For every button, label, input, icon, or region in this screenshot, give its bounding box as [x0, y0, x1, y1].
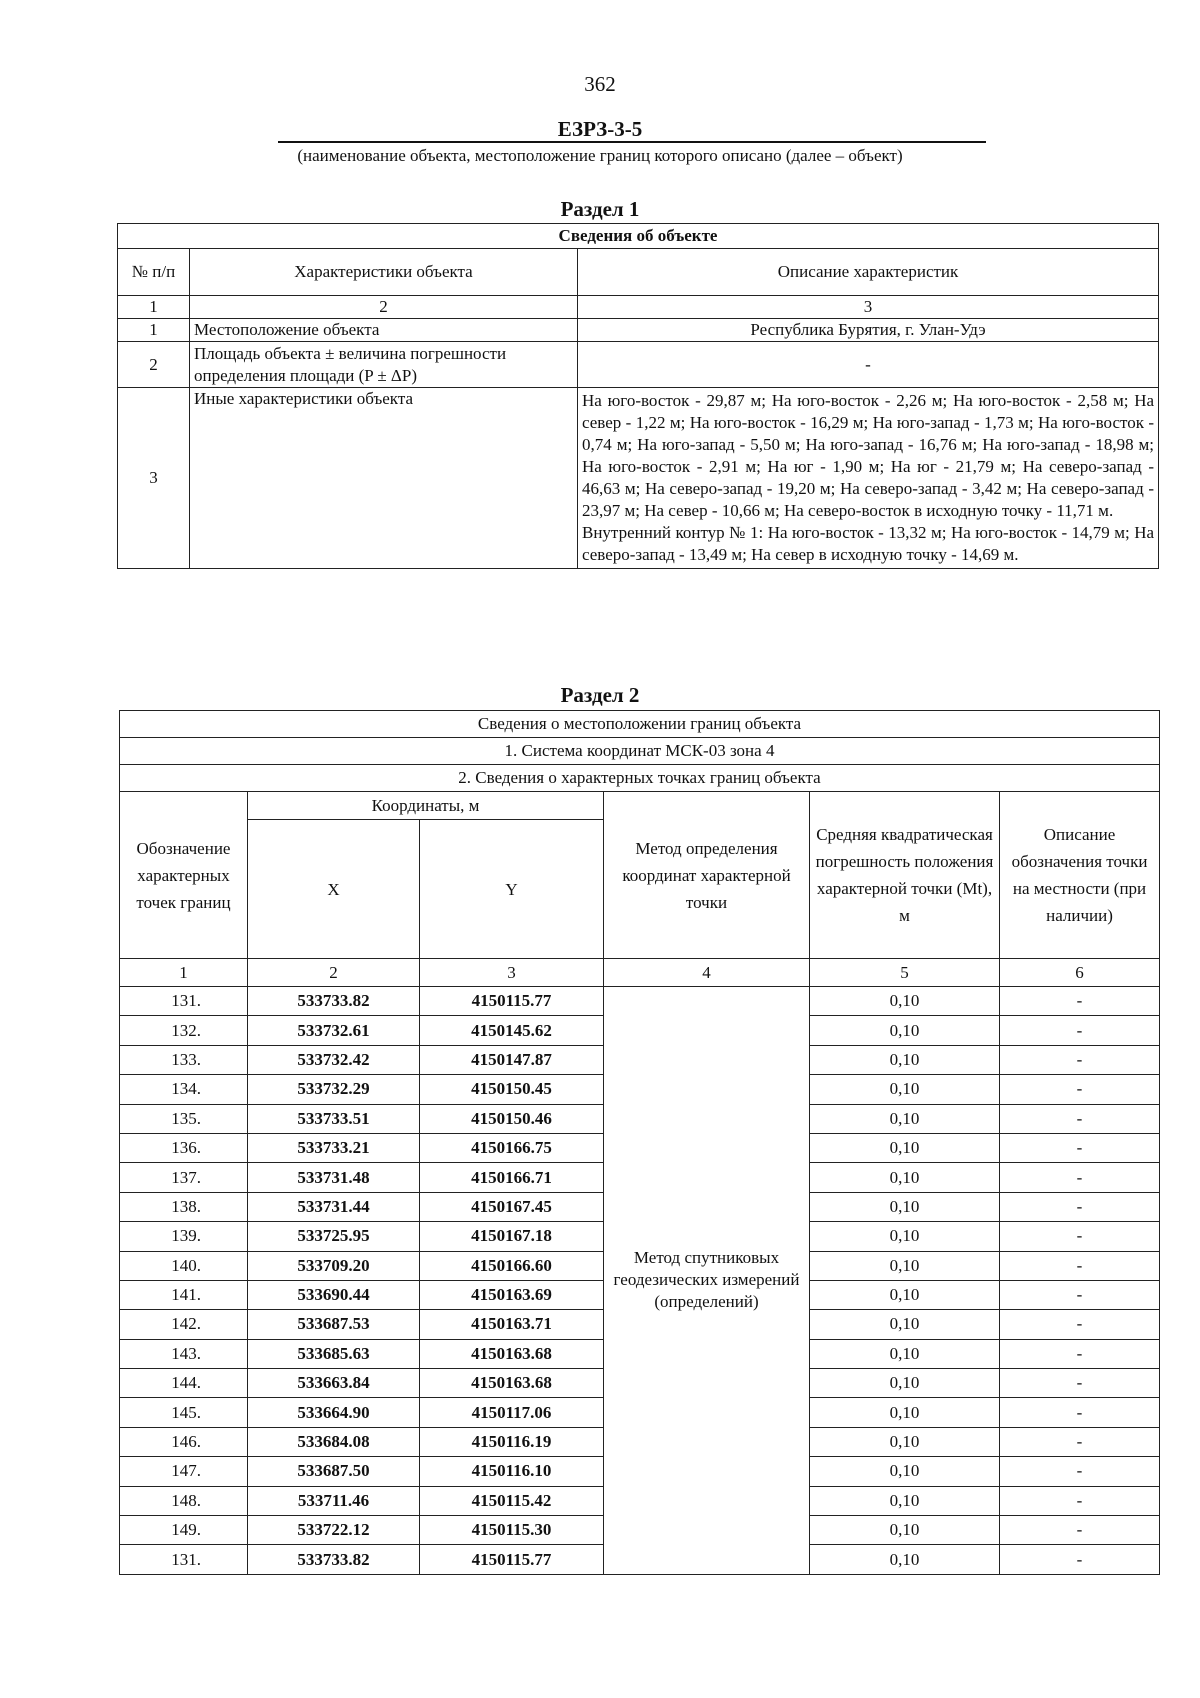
- x-cell: 533732.42: [248, 1045, 420, 1074]
- header-y: Y: [420, 820, 604, 959]
- mt-cell: 0,10: [810, 1310, 1000, 1339]
- y-cell: 4150115.77: [420, 1545, 604, 1574]
- description-cell: -: [1000, 1163, 1160, 1192]
- description-cell: -: [1000, 1545, 1160, 1574]
- location-banner: Сведения о местоположении границ объекта: [120, 711, 1160, 738]
- point-cell: 137.: [120, 1163, 248, 1192]
- outer-contour-description: На юго-восток - 29,87 м; На юго-восток - 2,26 м; На юго-восток - 2,58 м; На север - 1,22 м; На юго-восток - 16,29 м; На юго-запад - 1,73 м; На юго-восток - 0,74 м; На юго-запад - 5,50 м; На юго-запад - 16,76 м; На юго-запад - 18,98 м; На юго-восток - 2,91 м; На юг - 1,90 м; На юг - 21,79 м; На северо-запад - 46,63 м; На северо-запад - 19,20 м; На северо-запад - 3,42 м; На северо-запад - 23,97 м; На север - 10,66 м; На северо-восток в исходную точку - 11,71 м.: [582, 391, 1155, 520]
- section2-title: Раздел 2: [560, 683, 640, 707]
- header-error: Средняя квадратическая погрешность положения характерной точки (Mt), м: [810, 792, 1000, 959]
- index-cell: 2: [248, 959, 420, 987]
- x-cell: 533733.51: [248, 1104, 420, 1133]
- point-cell: 138.: [120, 1192, 248, 1221]
- mt-cell: 0,10: [810, 1016, 1000, 1045]
- description-cell: -: [1000, 1016, 1160, 1045]
- x-cell: 533711.46: [248, 1486, 420, 1515]
- x-cell: 533722.12: [248, 1516, 420, 1545]
- mt-cell: 0,10: [810, 1280, 1000, 1309]
- header-description: Описание характеристик: [578, 249, 1159, 296]
- x-cell: 533725.95: [248, 1222, 420, 1251]
- row-value: [578, 388, 1159, 569]
- mt-cell: 0,10: [810, 1222, 1000, 1251]
- y-cell: 4150116.10: [420, 1457, 604, 1486]
- object-name-caption: (наименование объекта, местоположение границ которого описано (далее – объект): [297, 146, 903, 165]
- y-cell: 4150163.69: [420, 1280, 604, 1309]
- table-row: [118, 388, 1159, 569]
- index-cell: 2: [190, 296, 578, 319]
- x-cell: 533731.48: [248, 1163, 420, 1192]
- point-cell: 133.: [120, 1045, 248, 1074]
- y-cell: 4150166.60: [420, 1251, 604, 1280]
- description-cell: -: [1000, 1369, 1160, 1398]
- mt-cell: 0,10: [810, 1545, 1000, 1574]
- point-cell: 139.: [120, 1222, 248, 1251]
- y-cell: 4150167.18: [420, 1222, 604, 1251]
- row-characteristic: Площадь объекта ± величина погрешности определения площади (P ± ΔP): [190, 342, 578, 388]
- row-characteristic: Местоположение объекта: [190, 319, 578, 342]
- mt-cell: 0,10: [810, 1192, 1000, 1221]
- point-cell: 136.: [120, 1133, 248, 1162]
- y-cell: 4150167.45: [420, 1192, 604, 1221]
- x-cell: 533733.82: [248, 1545, 420, 1574]
- header-coordinates: Координаты, м: [248, 792, 604, 820]
- index-cell: 5: [810, 959, 1000, 987]
- description-cell: -: [1000, 1310, 1160, 1339]
- x-cell: 533733.82: [248, 987, 420, 1016]
- mt-cell: 0,10: [810, 1339, 1000, 1368]
- mt-cell: 0,10: [810, 1075, 1000, 1104]
- object-name: ЕЗРЗ-3-5: [557, 117, 643, 141]
- description-cell: -: [1000, 1222, 1160, 1251]
- page-number: 362: [584, 72, 616, 96]
- mt-cell: 0,10: [810, 1427, 1000, 1456]
- row-num: 2: [118, 342, 190, 388]
- description-cell: -: [1000, 987, 1160, 1016]
- x-cell: 533664.90: [248, 1398, 420, 1427]
- x-cell: 533732.29: [248, 1075, 420, 1104]
- x-cell: 533685.63: [248, 1339, 420, 1368]
- index-cell: 3: [578, 296, 1159, 319]
- x-cell: 533709.20: [248, 1251, 420, 1280]
- index-cell: 1: [118, 296, 190, 319]
- y-cell: 4150117.06: [420, 1398, 604, 1427]
- points-banner: 2. Сведения о характерных точках границ объекта: [120, 765, 1160, 792]
- point-cell: 149.: [120, 1516, 248, 1545]
- x-cell: 533687.50: [248, 1457, 420, 1486]
- point-cell: 131.: [120, 1545, 248, 1574]
- point-cell: 141.: [120, 1280, 248, 1309]
- description-cell: -: [1000, 1075, 1160, 1104]
- index-cell: 3: [420, 959, 604, 987]
- row-value: Республика Бурятия, г. Улан-Удэ: [578, 319, 1159, 342]
- table-row: [118, 342, 1159, 388]
- y-cell: 4150150.45: [420, 1075, 604, 1104]
- description-cell: -: [1000, 1133, 1160, 1162]
- y-cell: 4150150.46: [420, 1104, 604, 1133]
- description-cell: -: [1000, 1516, 1160, 1545]
- y-cell: 4150147.87: [420, 1045, 604, 1074]
- description-cell: -: [1000, 1251, 1160, 1280]
- point-cell: 146.: [120, 1427, 248, 1456]
- x-cell: 533663.84: [248, 1369, 420, 1398]
- y-cell: 4150116.19: [420, 1427, 604, 1456]
- header-characteristic: Характеристики объекта: [190, 249, 578, 296]
- inner-contour-description: [582, 522, 1154, 566]
- header-x: X: [248, 820, 420, 959]
- y-cell: 4150163.68: [420, 1339, 604, 1368]
- description-cell: -: [1000, 1398, 1160, 1427]
- description-cell: -: [1000, 1486, 1160, 1515]
- point-cell: 145.: [120, 1398, 248, 1427]
- index-cell: 4: [604, 959, 810, 987]
- table-row: [120, 987, 1160, 1016]
- row-num: 3: [118, 388, 190, 569]
- description-cell: -: [1000, 1457, 1160, 1486]
- object-info-caption: Сведения об объекте: [118, 224, 1159, 249]
- y-cell: 4150166.71: [420, 1163, 604, 1192]
- boundary-points-table: [119, 710, 1160, 1575]
- inner-contour-label: Внутренний контур № 1: [582, 523, 759, 542]
- inner-contour-text: : На юго-восток - 13,32 м; На юго-восток - 14,79 м; На северо-запад - 13,49 м; На север в исходную точку - 14,69 м.: [582, 523, 1155, 564]
- mt-cell: 0,10: [810, 1398, 1000, 1427]
- x-cell: 533690.44: [248, 1280, 420, 1309]
- point-cell: 134.: [120, 1075, 248, 1104]
- x-cell: 533733.21: [248, 1133, 420, 1162]
- x-cell: 533731.44: [248, 1192, 420, 1221]
- row-num: 1: [118, 319, 190, 342]
- x-cell: 533684.08: [248, 1427, 420, 1456]
- mt-cell: 0,10: [810, 987, 1000, 1016]
- description-cell: -: [1000, 1104, 1160, 1133]
- row-characteristic: Иные характеристики объекта: [190, 388, 578, 569]
- header-method: Метод определения координат характерной точки: [604, 792, 810, 959]
- point-cell: 147.: [120, 1457, 248, 1486]
- mt-cell: 0,10: [810, 1369, 1000, 1398]
- description-cell: -: [1000, 1280, 1160, 1309]
- point-cell: 144.: [120, 1369, 248, 1398]
- point-cell: 132.: [120, 1016, 248, 1045]
- object-info-table: [117, 223, 1159, 569]
- y-cell: 4150145.62: [420, 1016, 604, 1045]
- mt-cell: 0,10: [810, 1163, 1000, 1192]
- y-cell: 4150163.71: [420, 1310, 604, 1339]
- y-cell: 4150115.42: [420, 1486, 604, 1515]
- mt-cell: 0,10: [810, 1486, 1000, 1515]
- header-num: № п/п: [118, 249, 190, 296]
- index-cell: 6: [1000, 959, 1160, 987]
- point-cell: 143.: [120, 1339, 248, 1368]
- x-cell: 533687.53: [248, 1310, 420, 1339]
- y-cell: 4150115.77: [420, 987, 604, 1016]
- method-cell: Метод спутниковых геодезических измерений (определений): [604, 987, 810, 1575]
- point-cell: 140.: [120, 1251, 248, 1280]
- mt-cell: 0,10: [810, 1133, 1000, 1162]
- mt-cell: 0,10: [810, 1516, 1000, 1545]
- table-row: [118, 319, 1159, 342]
- y-cell: 4150166.75: [420, 1133, 604, 1162]
- index-cell: 1: [120, 959, 248, 987]
- x-cell: 533732.61: [248, 1016, 420, 1045]
- point-cell: 135.: [120, 1104, 248, 1133]
- mt-cell: 0,10: [810, 1045, 1000, 1074]
- object-name-underline: [278, 141, 986, 143]
- row-value: -: [578, 342, 1159, 388]
- description-cell: -: [1000, 1427, 1160, 1456]
- coordinate-system-banner: 1. Система координат МСК-03 зона 4: [120, 738, 1160, 765]
- y-cell: 4150163.68: [420, 1369, 604, 1398]
- point-cell: 131.: [120, 987, 248, 1016]
- point-cell: 148.: [120, 1486, 248, 1515]
- description-cell: -: [1000, 1339, 1160, 1368]
- point-cell: 142.: [120, 1310, 248, 1339]
- header-point: Обозначение характерных точек границ: [120, 792, 248, 959]
- description-cell: -: [1000, 1192, 1160, 1221]
- description-cell: -: [1000, 1045, 1160, 1074]
- mt-cell: 0,10: [810, 1457, 1000, 1486]
- header-description: Описание обозначения точки на местности (при наличии): [1000, 792, 1160, 959]
- mt-cell: 0,10: [810, 1251, 1000, 1280]
- y-cell: 4150115.30: [420, 1516, 604, 1545]
- mt-cell: 0,10: [810, 1104, 1000, 1133]
- section1-title: Раздел 1: [560, 197, 640, 221]
